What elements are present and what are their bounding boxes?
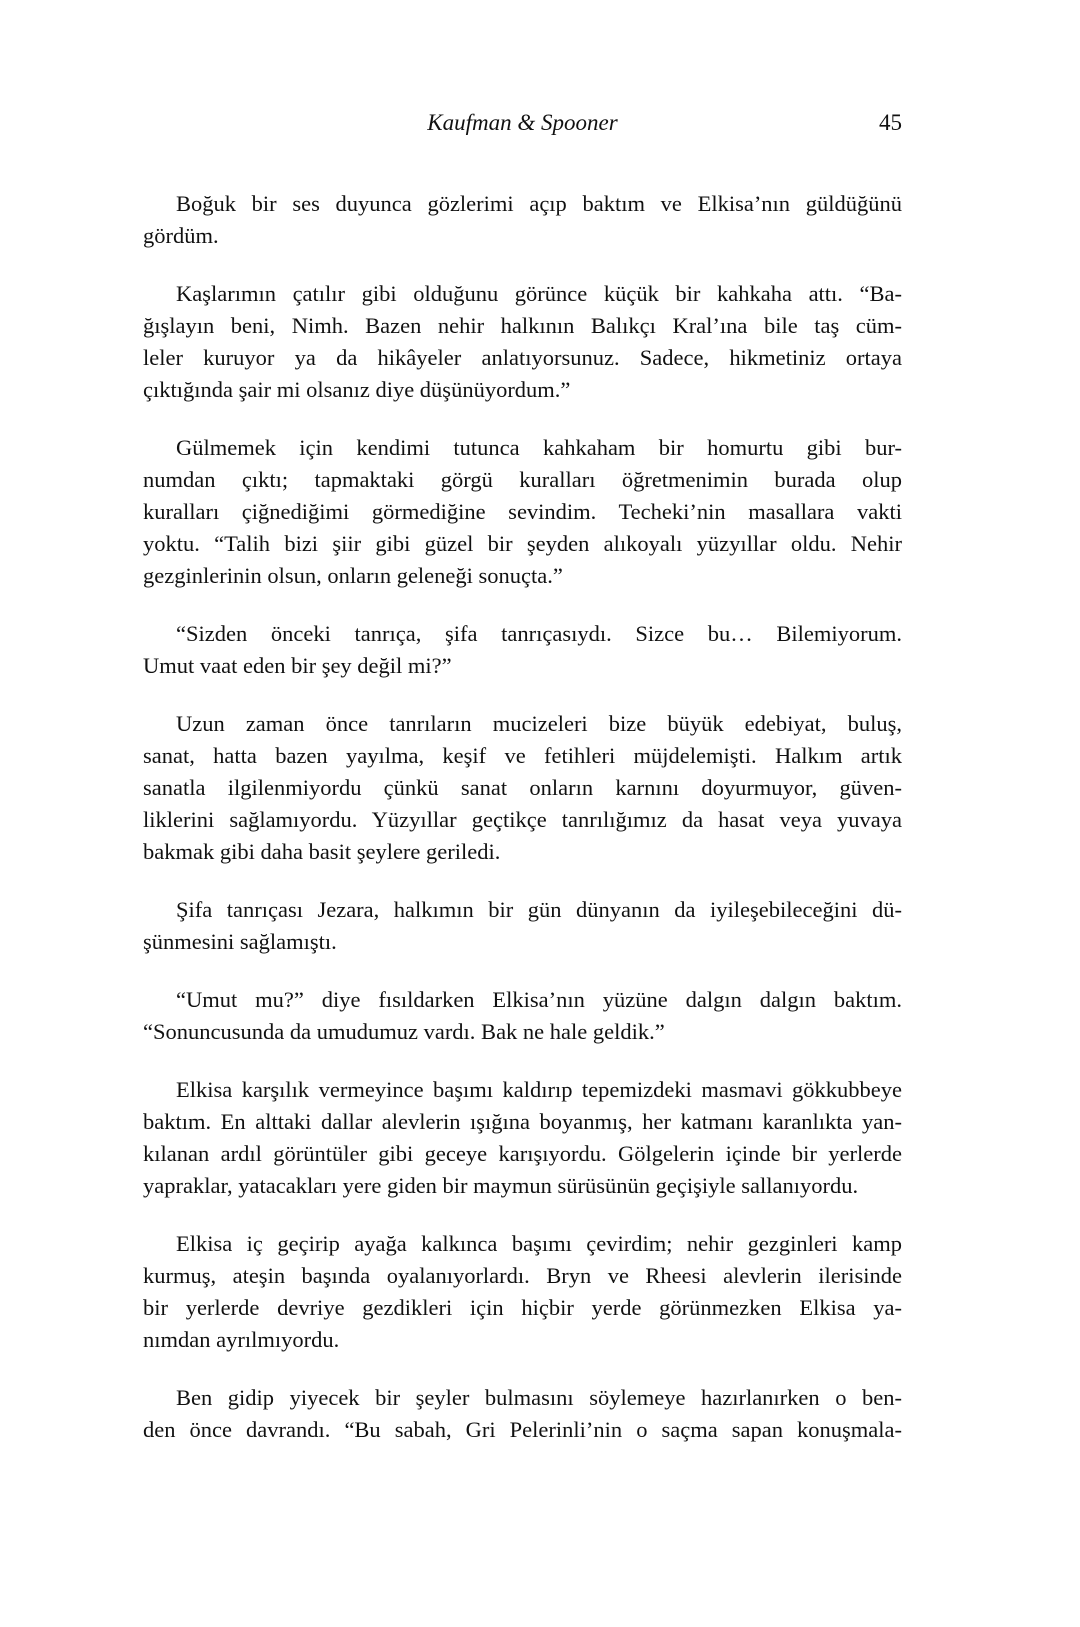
text-line: çıktığında şair mi olsanız diye düşünüyordum.” bbox=[143, 377, 571, 402]
text-line: leler kuruyor ya da hikâyeler anlatıyorsunuz. Sadece, hikmetiniz ortaya bbox=[143, 345, 902, 370]
running-head: Kaufman & Spooner bbox=[427, 110, 618, 135]
text-line: kuralları çiğnediğimi görmediğine sevindim. Techeki’nin masallara vakti bbox=[143, 499, 902, 524]
text-line: bakmak gibi daha basit şeylere geriledi. bbox=[143, 839, 501, 864]
paragraph bbox=[143, 1228, 902, 1356]
text-line: gezginlerinin olsun, onların geleneği sonuçta.” bbox=[143, 563, 563, 588]
body-text bbox=[143, 188, 902, 1472]
text-line: den önce davrandı. “Bu sabah, Gri Pelerinli’nin o saçma sapan konuşmala- bbox=[143, 1417, 902, 1442]
text-line: “Umut mu?” diye fısıldarken Elkisa’nın yüzüne dalgın dalgın baktım. bbox=[176, 987, 902, 1012]
text-line: Şifa tanrıçası Jezara, halkımın bir gün dünyanın da iyileşebileceğini dü- bbox=[176, 897, 902, 922]
paragraph bbox=[143, 278, 902, 406]
page-number: 45 bbox=[879, 110, 902, 135]
text-line: Gülmemek için kendimi tutunca kahkaham bir homurtu gibi bur- bbox=[176, 435, 902, 460]
paragraph bbox=[143, 188, 902, 252]
paragraph bbox=[143, 708, 902, 868]
paragraph bbox=[143, 894, 902, 958]
text-line: “Sizden önceki tanrıça, şifa tanrıçasıydı. Sizce bu… Bilemiyorum. bbox=[176, 621, 902, 646]
text-line: Ben gidip yiyecek bir şeyler bulmasını söylemeye hazırlanırken o ben- bbox=[176, 1385, 902, 1410]
text-line: Elkisa iç geçirip ayağa kalkınca başımı çevirdim; nehir gezginleri kamp bbox=[176, 1231, 902, 1256]
text-line: liklerini sağlamıyordu. Yüzyıllar geçtikçe tanrılığımız da hasat veya yuvaya bbox=[143, 807, 902, 832]
text-line: yoktu. “Talih bizi şiir gibi güzel bir şeyden alıkoyalı yüzyıllar oldu. Nehir bbox=[143, 531, 902, 556]
text-line: baktım. En alttaki dallar alevlerin ışığına boyanmış, her katmanı karanlıkta yan- bbox=[143, 1109, 902, 1134]
text-line: “Sonuncusunda da umudumuz vardı. Bak ne hale geldik.” bbox=[143, 1019, 665, 1044]
text-line: yapraklar, yatacakları yere giden bir maymun sürüsünün geçişiyle sallanıyordu. bbox=[143, 1173, 859, 1198]
text-line: numdan çıktı; tapmaktaki görgü kuralları öğretmenimin burada olup bbox=[143, 467, 902, 492]
paragraph bbox=[143, 1074, 902, 1202]
paragraph bbox=[143, 618, 902, 682]
text-line: kılanan ardıl görüntüler gibi geceye karışıyordu. Gölgelerin içinde bir yerlerde bbox=[143, 1141, 902, 1166]
text-line: Uzun zaman önce tanrıların mucizeleri bize büyük edebiyat, buluş, bbox=[176, 711, 902, 736]
text-line: Elkisa karşılık vermeyince başımı kaldırıp tepemizdeki masmavi gökkubbeye bbox=[176, 1077, 902, 1102]
text-line: bir yerlerde devriye gezdikleri için hiçbir yerde görünmezken Elkisa ya- bbox=[143, 1295, 902, 1320]
text-line: Boğuk bir ses duyunca gözlerimi açıp baktım ve Elkisa’nın güldüğünü bbox=[176, 191, 902, 216]
paragraph bbox=[143, 432, 902, 592]
text-line: sanat, hatta bazen yayılma, keşif ve fetihleri müjdelemişti. Halkım artık bbox=[143, 743, 902, 768]
page-header bbox=[143, 110, 902, 144]
text-line: Umut vaat eden bir şey değil mi?” bbox=[143, 653, 452, 678]
text-line: şünmesini sağlamıştı. bbox=[143, 929, 337, 954]
text-line: sanatla ilgilenmiyordu çünkü sanat onların karnını doyurmuyor, güven- bbox=[143, 775, 902, 800]
text-line: kurmuş, ateşin başında oyalanıyorlardı. Bryn ve Rheesi alevlerin ilerisinde bbox=[143, 1263, 902, 1288]
text-line: Kaşlarımın çatılır gibi olduğunu görünce küçük bir kahkaha attı. “Ba- bbox=[176, 281, 902, 306]
paragraph bbox=[143, 1382, 902, 1446]
text-line: nımdan ayrılmıyordu. bbox=[143, 1327, 340, 1352]
text-line: ğışlayın beni, Nimh. Bazen nehir halkının Balıkçı Kral’ına bile taş cüm- bbox=[143, 313, 902, 338]
text-line: gördüm. bbox=[143, 223, 219, 248]
paragraph bbox=[143, 984, 902, 1048]
